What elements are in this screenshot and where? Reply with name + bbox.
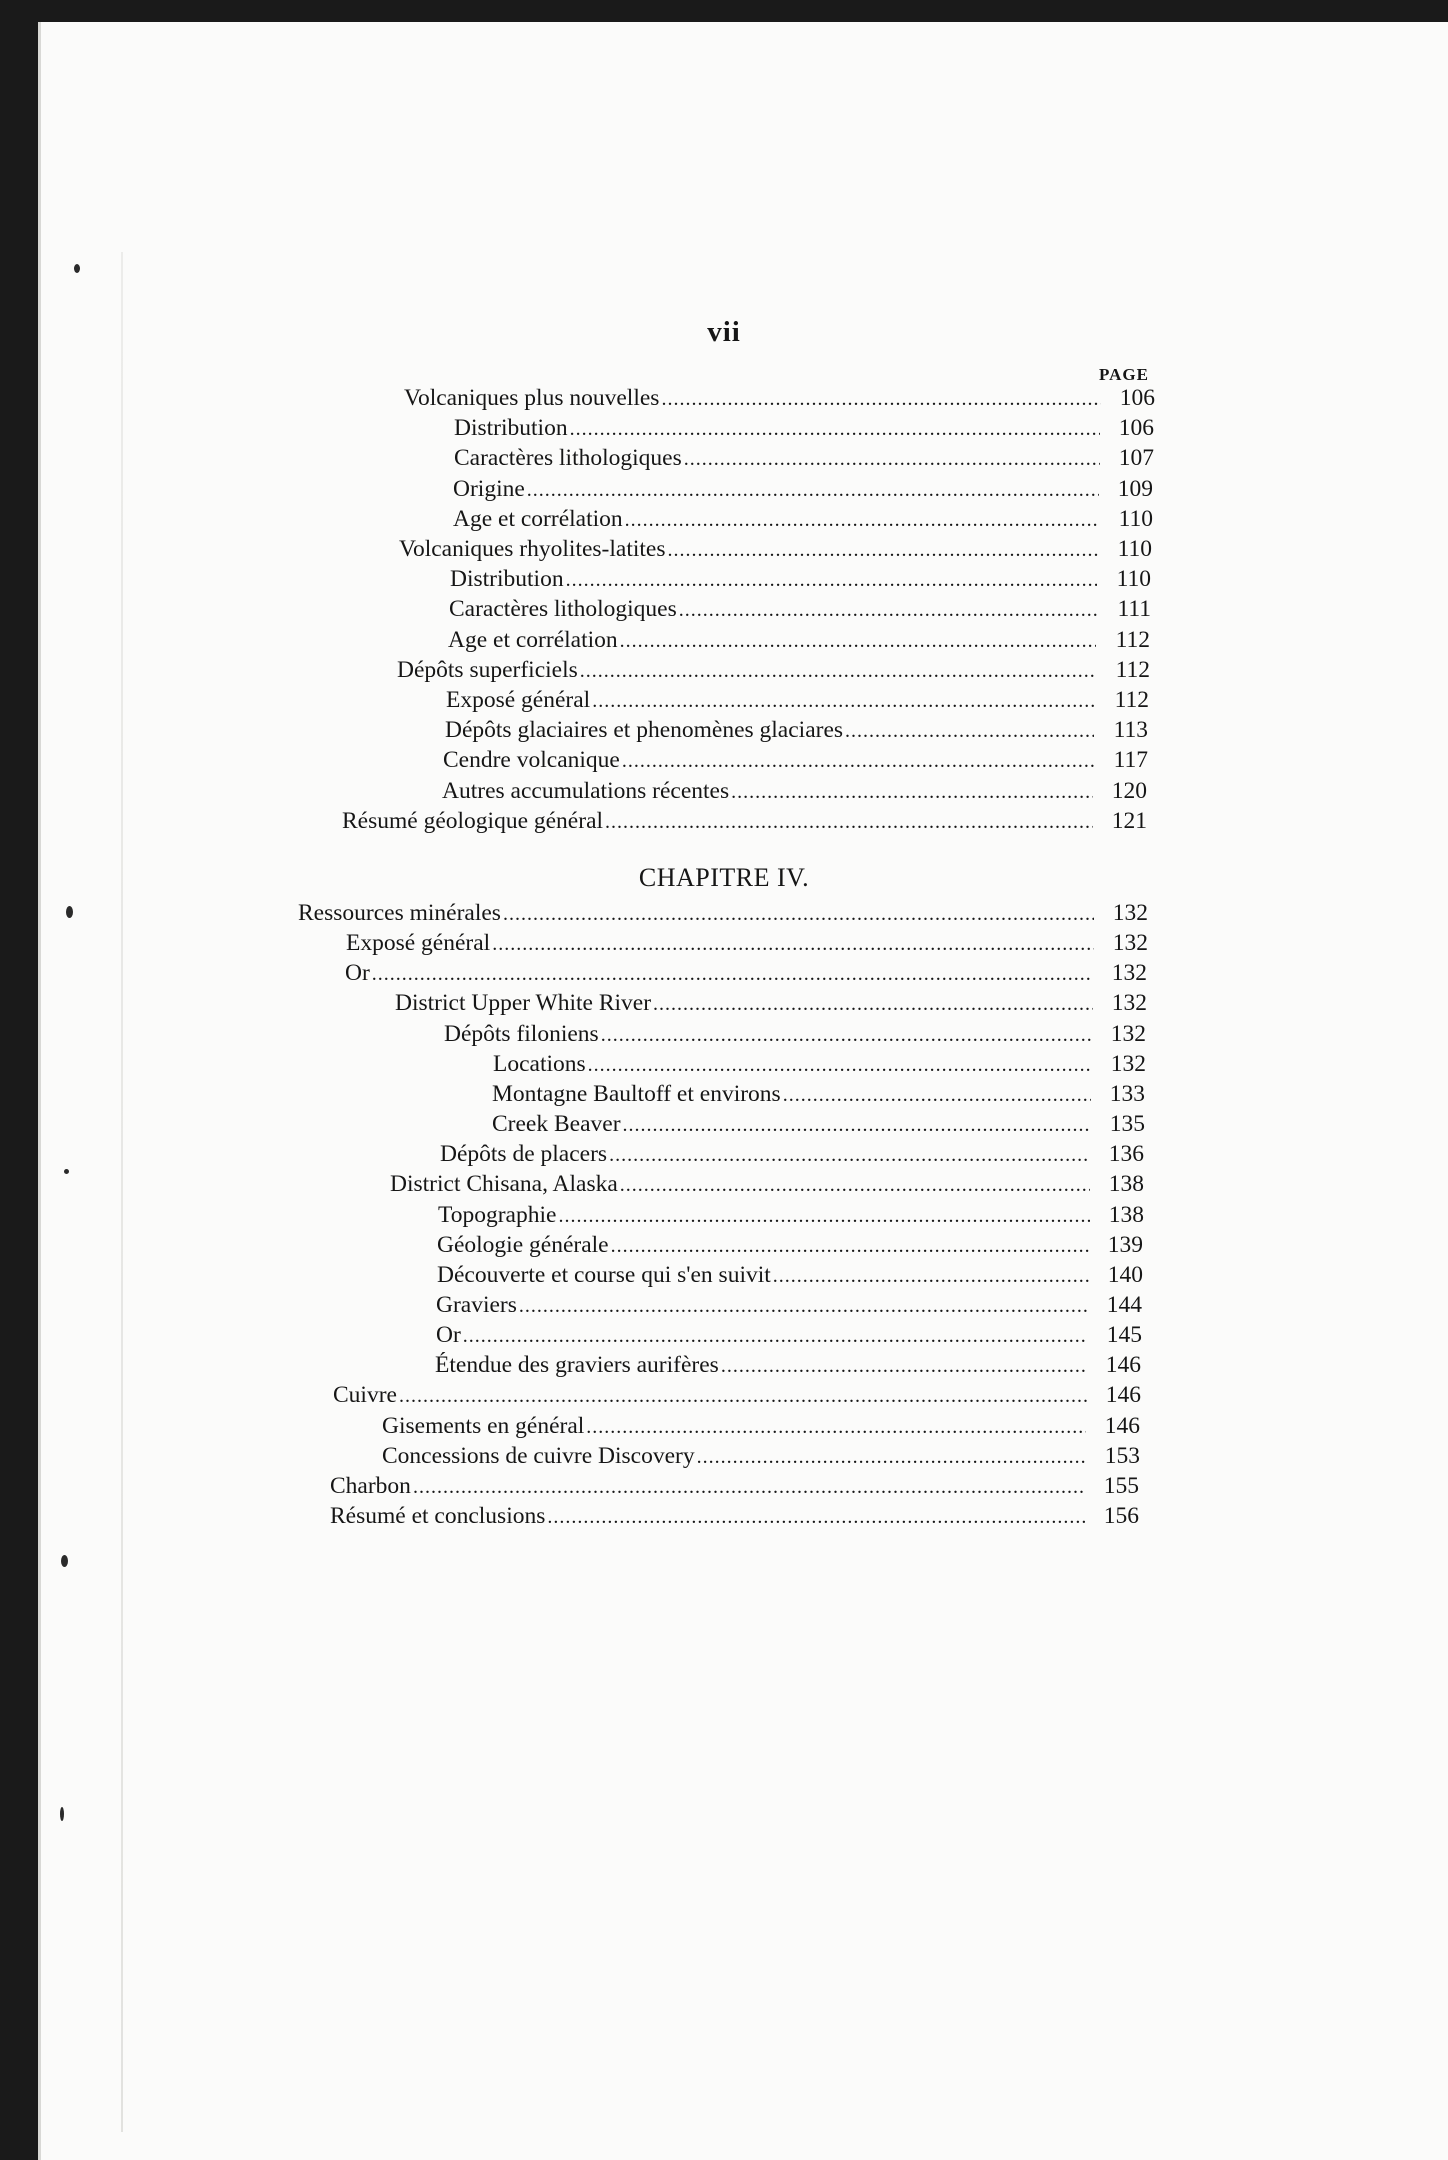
- toc-entry: [382, 1411, 1140, 1441]
- toc-entry: [442, 776, 1147, 806]
- toc-entry: [453, 474, 1153, 504]
- toc-entry-title: Distribution: [450, 566, 564, 592]
- toc-entry-page: 132: [1111, 990, 1147, 1016]
- toc-entry-page: 136: [1108, 1141, 1144, 1167]
- toc-entry: [390, 1169, 1144, 1199]
- dot-leader: [620, 1170, 1090, 1200]
- toc-entry-title: Cuivre: [333, 1382, 397, 1408]
- toc-entry-title: Graviers: [436, 1292, 517, 1318]
- toc-entry-page: 112: [1115, 657, 1150, 683]
- dot-leader: [570, 414, 1100, 444]
- dot-leader: [684, 444, 1100, 474]
- margin-mark: [74, 264, 80, 273]
- dot-leader: [558, 1201, 1090, 1231]
- dot-leader: [503, 899, 1094, 929]
- page-column-header: PAGE: [1099, 365, 1149, 384]
- toc-entry-title: Concessions de cuivre Discovery: [382, 1443, 695, 1469]
- toc-entry-title: District Upper White River: [395, 990, 652, 1016]
- dot-leader: [372, 959, 1093, 989]
- dot-leader: [731, 777, 1093, 807]
- dot-leader: [547, 1502, 1085, 1532]
- dot-leader: [527, 475, 1099, 505]
- toc-entry-page: 135: [1109, 1111, 1145, 1137]
- toc-entry: [454, 413, 1154, 443]
- toc-entry-page: 109: [1117, 476, 1153, 502]
- toc-entry-page: 144: [1106, 1292, 1142, 1318]
- toc-entry: [450, 564, 1151, 594]
- toc-entry: [440, 1139, 1144, 1169]
- dot-leader: [588, 1050, 1092, 1080]
- dot-leader: [625, 505, 1099, 535]
- toc-entry: [443, 745, 1148, 775]
- toc-entry-title: Dépôts de placers: [440, 1141, 608, 1167]
- dot-leader: [773, 1261, 1089, 1291]
- dot-leader: [580, 656, 1096, 686]
- toc-entry-page: 110: [1116, 566, 1151, 592]
- toc-entry-page: 112: [1114, 687, 1149, 713]
- gutter-line: [121, 252, 123, 2132]
- margin-mark: [64, 1169, 69, 1174]
- toc-entry-title: Age et corrélation: [453, 506, 623, 532]
- toc-entry: [446, 685, 1149, 715]
- toc-entry: [435, 1350, 1141, 1380]
- toc-entry-page: 113: [1113, 717, 1148, 743]
- dot-leader: [622, 746, 1094, 776]
- dot-leader: [492, 929, 1094, 959]
- toc-entry-page: 138: [1108, 1202, 1144, 1228]
- toc-entry-title: District Chisana, Alaska: [390, 1171, 618, 1197]
- toc-entry-title: Géologie générale: [437, 1232, 609, 1258]
- dot-leader: [620, 626, 1096, 656]
- page-number: vii: [707, 316, 741, 348]
- toc-entry-page: 132: [1110, 1051, 1146, 1077]
- margin-mark: [66, 906, 73, 918]
- toc-entry-title: Origine: [453, 476, 525, 502]
- toc-entry-page: 106: [1119, 385, 1155, 411]
- toc-entry: [445, 715, 1148, 745]
- dot-leader: [697, 1442, 1086, 1472]
- toc-entry: [298, 898, 1148, 928]
- chapter-heading: CHAPITRE IV.: [638, 863, 810, 892]
- toc-entry: [492, 1079, 1145, 1109]
- toc-entry-page: 153: [1104, 1443, 1140, 1469]
- toc-entry: [330, 1501, 1139, 1531]
- toc-entry-title: Volcaniques rhyolites-latites: [399, 536, 666, 562]
- dot-leader: [679, 595, 1097, 625]
- dot-leader: [653, 989, 1093, 1019]
- toc-entry-title: Dépôts glaciaires et phenomènes glaciares: [445, 717, 844, 743]
- toc-entry: [454, 443, 1154, 473]
- dot-leader: [519, 1291, 1088, 1321]
- dot-leader: [413, 1472, 1085, 1502]
- toc-entry-page: 146: [1105, 1352, 1141, 1378]
- toc-entry-title: Montagne Baultoff et environs: [492, 1081, 781, 1107]
- dot-leader: [399, 1381, 1087, 1411]
- margin-mark: [61, 1555, 68, 1567]
- dot-leader: [611, 1231, 1089, 1261]
- toc-entry-page: 107: [1118, 445, 1154, 471]
- toc-entry-title: Résumé et conclusions: [330, 1503, 546, 1529]
- toc-entry-title: Résumé géologique général: [342, 808, 604, 834]
- toc-entry-title: Découverte et course qui s'en suivit: [437, 1262, 771, 1288]
- toc-entry-title: Caractères lithologiques: [449, 596, 677, 622]
- toc-entry-page: 132: [1110, 1021, 1146, 1047]
- toc-entry: [404, 383, 1155, 413]
- toc-entry: [345, 958, 1147, 988]
- dot-leader: [609, 1140, 1090, 1170]
- dot-leader: [566, 565, 1097, 595]
- toc-entry-title: Or: [345, 960, 370, 986]
- toc-entry-page: 155: [1103, 1473, 1139, 1499]
- dot-leader: [661, 384, 1101, 414]
- toc-entry: [437, 1230, 1143, 1260]
- toc-entry-title: Creek Beaver: [492, 1111, 621, 1137]
- toc-entry-page: 110: [1117, 536, 1152, 562]
- toc-entry: [397, 655, 1150, 685]
- dot-leader: [623, 1110, 1091, 1140]
- toc-entry: [346, 928, 1148, 958]
- toc-entry-title: Topographie: [438, 1202, 557, 1228]
- toc-entry-page: 146: [1105, 1382, 1141, 1408]
- toc-entry-page: 140: [1107, 1262, 1143, 1288]
- dot-leader: [721, 1351, 1087, 1381]
- toc-entry-title: Volcaniques plus nouvelles: [404, 385, 660, 411]
- toc-entry: [342, 806, 1147, 836]
- toc-entry-page: 117: [1113, 747, 1148, 773]
- toc-entry: [453, 504, 1153, 534]
- toc-entry-page: 110: [1118, 506, 1153, 532]
- toc-entry: [330, 1471, 1139, 1501]
- toc-entry-page: 106: [1118, 415, 1154, 441]
- toc-entry-page: 120: [1111, 778, 1147, 804]
- toc-entry: [438, 1200, 1144, 1230]
- dot-leader: [783, 1080, 1091, 1110]
- dot-leader: [586, 1412, 1086, 1442]
- dot-leader: [601, 1020, 1092, 1050]
- toc-entry: [333, 1380, 1141, 1410]
- toc-entry-title: Cendre volcanique: [443, 747, 620, 773]
- toc-entry-title: Age et corrélation: [448, 627, 618, 653]
- toc-entry: [492, 1109, 1145, 1139]
- toc-entry-title: Ressources minérales: [298, 900, 501, 926]
- toc-entry-title: Charbon: [330, 1473, 411, 1499]
- toc-entry: [395, 988, 1147, 1018]
- toc-entry: [399, 534, 1152, 564]
- dot-leader: [668, 535, 1099, 565]
- toc-entry-page: 146: [1104, 1413, 1140, 1439]
- dot-leader: [463, 1321, 1088, 1351]
- margin-mark: [60, 1807, 64, 1821]
- toc-entry: [436, 1290, 1142, 1320]
- toc-entry-title: Distribution: [454, 415, 568, 441]
- toc-entry-title: Or: [436, 1322, 461, 1348]
- toc-entry-page: 112: [1115, 627, 1150, 653]
- toc-entry-title: Dépôts filoniens: [444, 1021, 599, 1047]
- toc-entry: [493, 1049, 1146, 1079]
- toc-entry-page: 139: [1107, 1232, 1143, 1258]
- dot-leader: [845, 716, 1094, 746]
- toc-entry-title: Dépôts superficiels: [397, 657, 578, 683]
- toc-entry-page: 133: [1109, 1081, 1145, 1107]
- toc-entry-page: 156: [1103, 1503, 1139, 1529]
- toc-entry-title: Autres accumulations récentes: [442, 778, 730, 804]
- toc-entry: [436, 1320, 1142, 1350]
- toc-entry-title: Étendue des graviers aurifères: [435, 1352, 719, 1378]
- toc-entry: [382, 1441, 1140, 1471]
- toc-entry: [449, 594, 1151, 624]
- toc-entry-title: Exposé général: [346, 930, 491, 956]
- dot-leader: [592, 686, 1095, 716]
- toc-entry-page: 132: [1112, 900, 1148, 926]
- dot-leader: [605, 807, 1093, 837]
- toc-entry-title: Locations: [493, 1051, 586, 1077]
- toc-entry-page: 138: [1108, 1171, 1144, 1197]
- toc-entry-page: 145: [1106, 1322, 1142, 1348]
- toc-entry-page: 111: [1117, 596, 1151, 622]
- toc-entry-title: Caractères lithologiques: [454, 445, 682, 471]
- toc-entry-title: Exposé général: [446, 687, 591, 713]
- toc-entry-title: Gisements en général: [382, 1413, 585, 1439]
- toc-entry: [437, 1260, 1143, 1290]
- toc-entry-page: 132: [1112, 930, 1148, 956]
- toc-entry: [448, 625, 1150, 655]
- toc-entry-page: 121: [1111, 808, 1147, 834]
- toc-entry: [444, 1019, 1146, 1049]
- toc-entry-page: 132: [1111, 960, 1147, 986]
